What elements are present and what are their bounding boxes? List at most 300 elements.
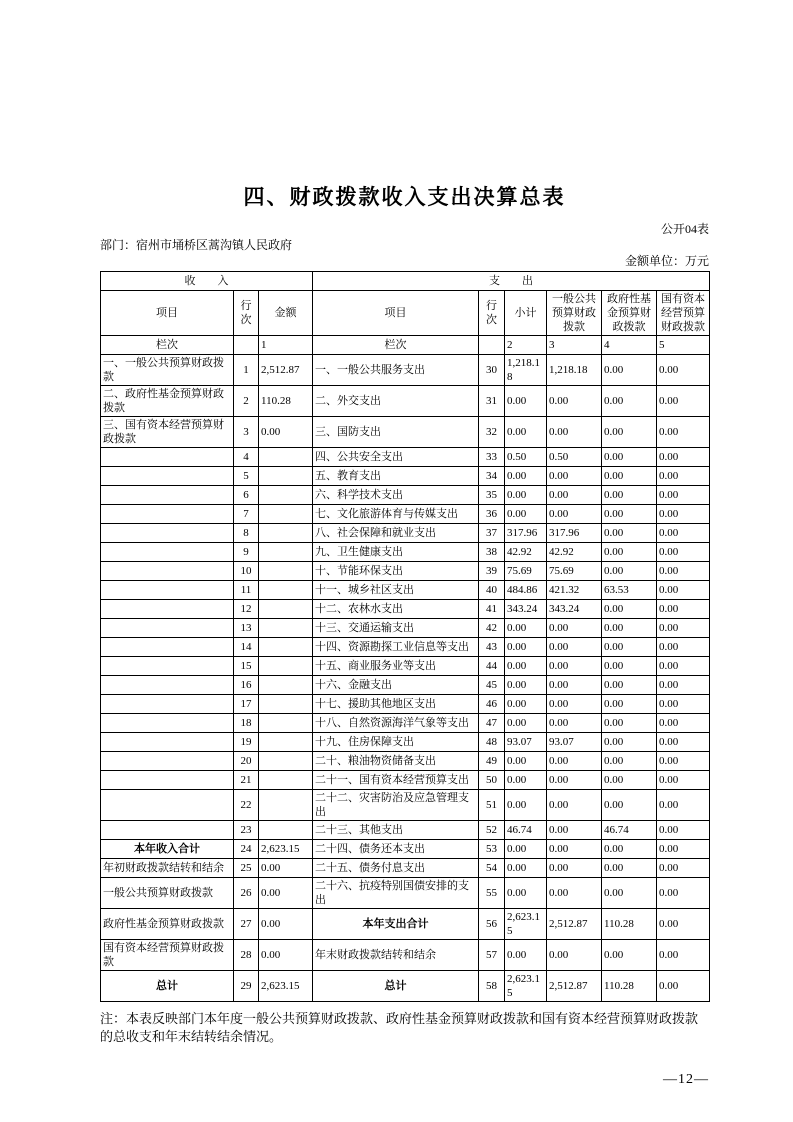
expense-line-cell: 35: [479, 486, 505, 505]
general-budget-cell: 0.00: [547, 714, 602, 733]
expense-line-cell: 32: [479, 417, 505, 448]
gov-fund-header: 政府性基金预算财政拨款: [602, 291, 657, 336]
state-capital-cell: 0.00: [657, 714, 710, 733]
gov-fund-cell: 0.00: [602, 619, 657, 638]
income-line-cell: 21: [234, 771, 259, 790]
income-item-cell: [101, 821, 234, 840]
state-capital-cell: 0.00: [657, 467, 710, 486]
state-capital-cell: 0.00: [657, 752, 710, 771]
income-line-cell: 23: [234, 821, 259, 840]
unit-label: 金额单位：万元: [624, 254, 709, 268]
gov-fund-cell: 0.00: [602, 752, 657, 771]
expense-line-cell: 51: [479, 790, 505, 821]
income-line-cell: 16: [234, 676, 259, 695]
gov-fund-cell: 0.00: [602, 714, 657, 733]
gov-fund-cell: 4: [602, 336, 657, 355]
income-line-cell: 9: [234, 543, 259, 562]
income-line-cell: 10: [234, 562, 259, 581]
general-budget-cell: 3: [547, 336, 602, 355]
expense-item-cell: 年末财政拨款结转和结余: [313, 940, 479, 971]
general-budget-cell: 0.00: [547, 676, 602, 695]
income-amount-cell: [259, 543, 313, 562]
table-row: [101, 714, 710, 733]
subtotal-cell: 2: [505, 336, 547, 355]
table-row: [101, 821, 710, 840]
expense-item-cell: 二十六、抗疫特别国债安排的支出: [313, 878, 479, 909]
expense-line-cell: 31: [479, 386, 505, 417]
income-item-cell: [101, 752, 234, 771]
income-line-cell: 15: [234, 657, 259, 676]
table-row: [101, 581, 710, 600]
table-row: [101, 676, 710, 695]
subtotal-cell: 93.07: [505, 733, 547, 752]
expense-line-cell: 30: [479, 355, 505, 386]
state-capital-cell: 0.00: [657, 859, 710, 878]
expense-item-cell: 十三、交通运输支出: [313, 619, 479, 638]
state-capital-cell: 0.00: [657, 909, 710, 940]
income-item-cell: [101, 562, 234, 581]
state-capital-cell: 0.00: [657, 771, 710, 790]
state-capital-cell: 0.00: [657, 486, 710, 505]
table-row: [101, 752, 710, 771]
expense-line-cell: 38: [479, 543, 505, 562]
expense-item-cell: 栏次: [313, 336, 479, 355]
state-capital-header: 国有资本经营预算财政拨款: [657, 291, 710, 336]
general-budget-cell: 42.92: [547, 543, 602, 562]
expense-item-cell: 十六、金融支出: [313, 676, 479, 695]
gov-fund-cell: 0.00: [602, 467, 657, 486]
expense-item-cell: 九、卫生健康支出: [313, 543, 479, 562]
table-row: [101, 878, 710, 909]
income-item-cell: 本年收入合计: [101, 840, 234, 859]
income-line-cell: 12: [234, 600, 259, 619]
income-amount-cell: [259, 714, 313, 733]
subtotal-cell: 0.00: [505, 657, 547, 676]
state-capital-cell: 0.00: [657, 695, 710, 714]
expense-line-cell: 53: [479, 840, 505, 859]
general-budget-cell: 0.00: [547, 940, 602, 971]
section-header-row: [101, 272, 710, 291]
income-item-cell: 年初财政拨款结转和结余: [101, 859, 234, 878]
table-row: [101, 386, 710, 417]
income-item-cell: [101, 448, 234, 467]
state-capital-cell: 0.00: [657, 562, 710, 581]
subtotal-cell: 0.00: [505, 417, 547, 448]
income-amount-header: 金额: [259, 291, 313, 336]
income-line-cell: 1: [234, 355, 259, 386]
state-capital-cell: 0.00: [657, 619, 710, 638]
state-capital-cell: 0.00: [657, 417, 710, 448]
income-item-cell: [101, 467, 234, 486]
gov-fund-cell: 0.00: [602, 771, 657, 790]
income-line-cell: 17: [234, 695, 259, 714]
table-row: [101, 562, 710, 581]
expense-line-cell: 44: [479, 657, 505, 676]
income-line-header: 行次: [234, 291, 259, 336]
income-amount-cell: [259, 505, 313, 524]
income-item-cell: [101, 714, 234, 733]
table-code-label: 公开04表: [660, 222, 709, 236]
subtotal-cell: 2,623.15: [505, 909, 547, 940]
subtotal-cell: 0.00: [505, 752, 547, 771]
expense-line-cell: 52: [479, 821, 505, 840]
table-row: [101, 771, 710, 790]
income-amount-cell: 0.00: [259, 417, 313, 448]
income-item-cell: [101, 600, 234, 619]
subtotal-cell: 0.00: [505, 619, 547, 638]
table-body: [101, 336, 710, 1002]
table-row: [101, 336, 710, 355]
expense-item-cell: 八、社会保障和就业支出: [313, 524, 479, 543]
expense-line-cell: 55: [479, 878, 505, 909]
expense-line-header: 行次: [479, 291, 505, 336]
general-budget-cell: 0.00: [547, 771, 602, 790]
general-budget-cell: 0.00: [547, 638, 602, 657]
income-amount-cell: [259, 638, 313, 657]
state-capital-cell: 0.00: [657, 733, 710, 752]
expense-item-cell: 十七、援助其他地区支出: [313, 695, 479, 714]
income-line-cell: 29: [234, 971, 259, 1002]
gov-fund-cell: 0.00: [602, 505, 657, 524]
expense-line-cell: 41: [479, 600, 505, 619]
page-number: —12—: [663, 1072, 709, 1087]
table-row: [101, 486, 710, 505]
income-item-cell: [101, 581, 234, 600]
general-budget-cell: 317.96: [547, 524, 602, 543]
subtotal-cell: 0.00: [505, 940, 547, 971]
general-budget-cell: 75.69: [547, 562, 602, 581]
gov-fund-cell: 0.00: [602, 840, 657, 859]
general-budget-cell: 0.00: [547, 386, 602, 417]
subtotal-cell: 0.00: [505, 486, 547, 505]
expense-item-cell: 四、公共安全支出: [313, 448, 479, 467]
income-line-cell: 18: [234, 714, 259, 733]
gov-fund-cell: 0.00: [602, 657, 657, 676]
state-capital-cell: 0.00: [657, 971, 710, 1002]
subtotal-cell: 2,623.15: [505, 971, 547, 1002]
income-amount-cell: [259, 448, 313, 467]
income-amount-cell: [259, 581, 313, 600]
subtotal-cell: 42.92: [505, 543, 547, 562]
gov-fund-cell: 0.00: [602, 562, 657, 581]
income-line-cell: 14: [234, 638, 259, 657]
general-budget-cell: 0.00: [547, 505, 602, 524]
department-line: 部门：宿州市埇桥区蒿沟镇人民政府: [100, 238, 293, 252]
table-row: [101, 790, 710, 821]
general-budget-cell: 0.00: [547, 657, 602, 676]
income-amount-cell: [259, 619, 313, 638]
expense-item-cell: 二十五、债务付息支出: [313, 859, 479, 878]
expense-line-cell: 37: [479, 524, 505, 543]
income-line-cell: [234, 336, 259, 355]
gov-fund-cell: 0.00: [602, 543, 657, 562]
gov-fund-cell: 110.28: [602, 909, 657, 940]
expense-item-cell: 七、文化旅游体育与传媒支出: [313, 505, 479, 524]
expense-item-cell: 总计: [313, 971, 479, 1002]
income-item-cell: [101, 657, 234, 676]
income-amount-cell: [259, 771, 313, 790]
income-item-cell: [101, 486, 234, 505]
general-budget-cell: 0.00: [547, 695, 602, 714]
income-line-cell: 3: [234, 417, 259, 448]
general-budget-cell: 0.00: [547, 486, 602, 505]
income-amount-cell: [259, 676, 313, 695]
expense-item-cell: 十四、资源勘探工业信息等支出: [313, 638, 479, 657]
table-row: [101, 417, 710, 448]
expense-line-cell: 46: [479, 695, 505, 714]
subtotal-cell: 484.86: [505, 581, 547, 600]
income-amount-cell: [259, 821, 313, 840]
expense-item-cell: 二十三、其他支出: [313, 821, 479, 840]
income-amount-cell: [259, 524, 313, 543]
income-item-cell: 一般公共预算财政拨款: [101, 878, 234, 909]
expense-item-cell: 二十一、国有资本经营预算支出: [313, 771, 479, 790]
income-amount-cell: 2,623.15: [259, 840, 313, 859]
gov-fund-cell: 0.00: [602, 638, 657, 657]
income-item-cell: 三、国有资本经营预算财政拨款: [101, 417, 234, 448]
expense-line-cell: 36: [479, 505, 505, 524]
expense-item-cell: 五、教育支出: [313, 467, 479, 486]
gov-fund-cell: 0.00: [602, 859, 657, 878]
expense-line-cell: [479, 336, 505, 355]
expense-item-cell: 三、国防支出: [313, 417, 479, 448]
expense-line-cell: 34: [479, 467, 505, 486]
income-line-cell: 5: [234, 467, 259, 486]
gov-fund-cell: 110.28: [602, 971, 657, 1002]
expense-item-cell: 十、节能环保支出: [313, 562, 479, 581]
income-item-cell: 一、一般公共预算财政拨款: [101, 355, 234, 386]
gov-fund-cell: 0.00: [602, 940, 657, 971]
subtotal-cell: 75.69: [505, 562, 547, 581]
table-row: [101, 971, 710, 1002]
income-item-cell: [101, 771, 234, 790]
gov-fund-cell: 0.00: [602, 600, 657, 619]
state-capital-cell: 0.00: [657, 638, 710, 657]
income-item-cell: 总计: [101, 971, 234, 1002]
income-section-header: 收 入: [101, 272, 313, 291]
page-title: 四、财政拨款收入支出决算总表: [243, 185, 566, 209]
state-capital-cell: 0.00: [657, 821, 710, 840]
income-item-cell: [101, 790, 234, 821]
income-item-cell: 政府性基金预算财政拨款: [101, 909, 234, 940]
subtotal-header: 小计: [505, 291, 547, 336]
gov-fund-cell: 0.00: [602, 676, 657, 695]
expense-item-cell: 二十二、灾害防治及应急管理支出: [313, 790, 479, 821]
income-item-cell: [101, 505, 234, 524]
income-amount-cell: [259, 562, 313, 581]
table-row: [101, 505, 710, 524]
income-line-cell: 4: [234, 448, 259, 467]
gov-fund-cell: 0.00: [602, 355, 657, 386]
income-amount-cell: 1: [259, 336, 313, 355]
subtotal-cell: 0.00: [505, 840, 547, 859]
gov-fund-cell: 0.00: [602, 417, 657, 448]
state-capital-cell: 0.00: [657, 543, 710, 562]
income-amount-cell: 2,623.15: [259, 971, 313, 1002]
state-capital-cell: 0.00: [657, 355, 710, 386]
table-row: [101, 600, 710, 619]
general-budget-cell: 0.00: [547, 752, 602, 771]
table-row: [101, 467, 710, 486]
document-content: [100, 0, 709, 1088]
expense-item-header: 项目: [313, 291, 479, 336]
expense-item-cell: 一、一般公共服务支出: [313, 355, 479, 386]
gov-fund-cell: 46.74: [602, 821, 657, 840]
table-row: [101, 733, 710, 752]
income-item-cell: [101, 524, 234, 543]
subtotal-cell: 0.00: [505, 467, 547, 486]
subtotal-cell: 343.24: [505, 600, 547, 619]
expense-line-cell: 58: [479, 971, 505, 1002]
table-row: [101, 524, 710, 543]
table-row: [101, 543, 710, 562]
expense-item-cell: 二十、粮油物资储备支出: [313, 752, 479, 771]
subtotal-cell: 0.00: [505, 638, 547, 657]
income-item-cell: 二、政府性基金预算财政拨款: [101, 386, 234, 417]
subtotal-cell: 0.00: [505, 676, 547, 695]
general-budget-cell: 0.00: [547, 821, 602, 840]
state-capital-cell: 0.00: [657, 657, 710, 676]
income-line-cell: 11: [234, 581, 259, 600]
expense-line-cell: 54: [479, 859, 505, 878]
income-item-header: 项目: [101, 291, 234, 336]
general-budget-cell: 1,218.18: [547, 355, 602, 386]
general-budget-cell: 421.32: [547, 581, 602, 600]
state-capital-cell: 0.00: [657, 448, 710, 467]
income-line-cell: 13: [234, 619, 259, 638]
income-item-cell: [101, 695, 234, 714]
subtotal-cell: 0.00: [505, 386, 547, 417]
income-line-cell: 6: [234, 486, 259, 505]
general-budget-cell: 0.00: [547, 467, 602, 486]
state-capital-cell: 0.00: [657, 676, 710, 695]
subtotal-cell: 0.00: [505, 771, 547, 790]
subtotal-cell: 0.00: [505, 714, 547, 733]
income-line-cell: 25: [234, 859, 259, 878]
expense-item-cell: 十二、农林水支出: [313, 600, 479, 619]
expense-line-cell: 57: [479, 940, 505, 971]
income-line-cell: 26: [234, 878, 259, 909]
state-capital-cell: 0.00: [657, 840, 710, 859]
table-row: [101, 909, 710, 940]
expense-line-cell: 47: [479, 714, 505, 733]
income-line-cell: 27: [234, 909, 259, 940]
general-budget-cell: 2,512.87: [547, 909, 602, 940]
expense-item-cell: 十一、城乡社区支出: [313, 581, 479, 600]
income-item-cell: [101, 733, 234, 752]
general-budget-header: 一般公共预算财政拨款: [547, 291, 602, 336]
column-header-row: [101, 291, 710, 336]
income-item-cell: 栏次: [101, 336, 234, 355]
general-budget-cell: 0.00: [547, 790, 602, 821]
income-line-cell: 2: [234, 386, 259, 417]
income-amount-cell: [259, 733, 313, 752]
expense-line-cell: 42: [479, 619, 505, 638]
income-item-cell: [101, 619, 234, 638]
subtotal-cell: 46.74: [505, 821, 547, 840]
state-capital-cell: 0.00: [657, 940, 710, 971]
expense-section-header: 支 出: [313, 272, 710, 291]
expense-line-cell: 48: [479, 733, 505, 752]
state-capital-cell: 0.00: [657, 790, 710, 821]
subtotal-cell: 0.50: [505, 448, 547, 467]
expense-line-cell: 50: [479, 771, 505, 790]
income-line-cell: 28: [234, 940, 259, 971]
expense-line-cell: 49: [479, 752, 505, 771]
income-line-cell: 8: [234, 524, 259, 543]
expense-item-cell: 二十四、债务还本支出: [313, 840, 479, 859]
state-capital-cell: 0.00: [657, 386, 710, 417]
expense-item-cell: 本年支出合计: [313, 909, 479, 940]
subtotal-cell: 0.00: [505, 695, 547, 714]
income-line-cell: 24: [234, 840, 259, 859]
expense-item-cell: 二、外交支出: [313, 386, 479, 417]
gov-fund-cell: 0.00: [602, 448, 657, 467]
gov-fund-cell: 0.00: [602, 878, 657, 909]
income-line-cell: 22: [234, 790, 259, 821]
expense-item-cell: 十五、商业服务业等支出: [313, 657, 479, 676]
income-item-cell: [101, 676, 234, 695]
state-capital-cell: 0.00: [657, 505, 710, 524]
income-amount-cell: 0.00: [259, 878, 313, 909]
expense-line-cell: 45: [479, 676, 505, 695]
gov-fund-cell: 0.00: [602, 524, 657, 543]
income-amount-cell: 2,512.87: [259, 355, 313, 386]
income-amount-cell: [259, 790, 313, 821]
expense-item-cell: 十八、自然资源海洋气象等支出: [313, 714, 479, 733]
subtotal-cell: 0.00: [505, 859, 547, 878]
income-amount-cell: 0.00: [259, 940, 313, 971]
income-item-cell: 国有资本经营预算财政拨款: [101, 940, 234, 971]
income-line-cell: 7: [234, 505, 259, 524]
income-line-cell: 19: [234, 733, 259, 752]
income-amount-cell: 0.00: [259, 859, 313, 878]
expense-line-cell: 40: [479, 581, 505, 600]
subtotal-cell: 1,218.18: [505, 355, 547, 386]
income-item-cell: [101, 543, 234, 562]
fiscal-allocation-table: [100, 271, 710, 1002]
general-budget-cell: 0.00: [547, 619, 602, 638]
general-budget-cell: 0.00: [547, 878, 602, 909]
income-line-cell: 20: [234, 752, 259, 771]
general-budget-cell: 0.00: [547, 840, 602, 859]
expense-line-cell: 39: [479, 562, 505, 581]
footnote: 注：本表反映部门本年度一般公共预算财政拨款、政府性基金预算财政拨款和国有资本经营预算财政拨款的总收支和年末结转结余情况。: [100, 1011, 699, 1044]
state-capital-cell: 0.00: [657, 878, 710, 909]
general-budget-cell: 0.00: [547, 417, 602, 448]
subtotal-cell: 0.00: [505, 505, 547, 524]
state-capital-cell: 0.00: [657, 600, 710, 619]
table-row: [101, 940, 710, 971]
income-amount-cell: 110.28: [259, 386, 313, 417]
table-row: [101, 448, 710, 467]
income-amount-cell: [259, 486, 313, 505]
subtotal-cell: 0.00: [505, 790, 547, 821]
general-budget-cell: 343.24: [547, 600, 602, 619]
gov-fund-cell: 63.53: [602, 581, 657, 600]
general-budget-cell: 0.50: [547, 448, 602, 467]
state-capital-cell: 5: [657, 336, 710, 355]
gov-fund-cell: 0.00: [602, 486, 657, 505]
subtotal-cell: 317.96: [505, 524, 547, 543]
gov-fund-cell: 0.00: [602, 695, 657, 714]
expense-item-cell: 十九、住房保障支出: [313, 733, 479, 752]
income-amount-cell: [259, 752, 313, 771]
gov-fund-cell: 0.00: [602, 386, 657, 417]
table-row: [101, 840, 710, 859]
general-budget-cell: 0.00: [547, 859, 602, 878]
state-capital-cell: 0.00: [657, 524, 710, 543]
